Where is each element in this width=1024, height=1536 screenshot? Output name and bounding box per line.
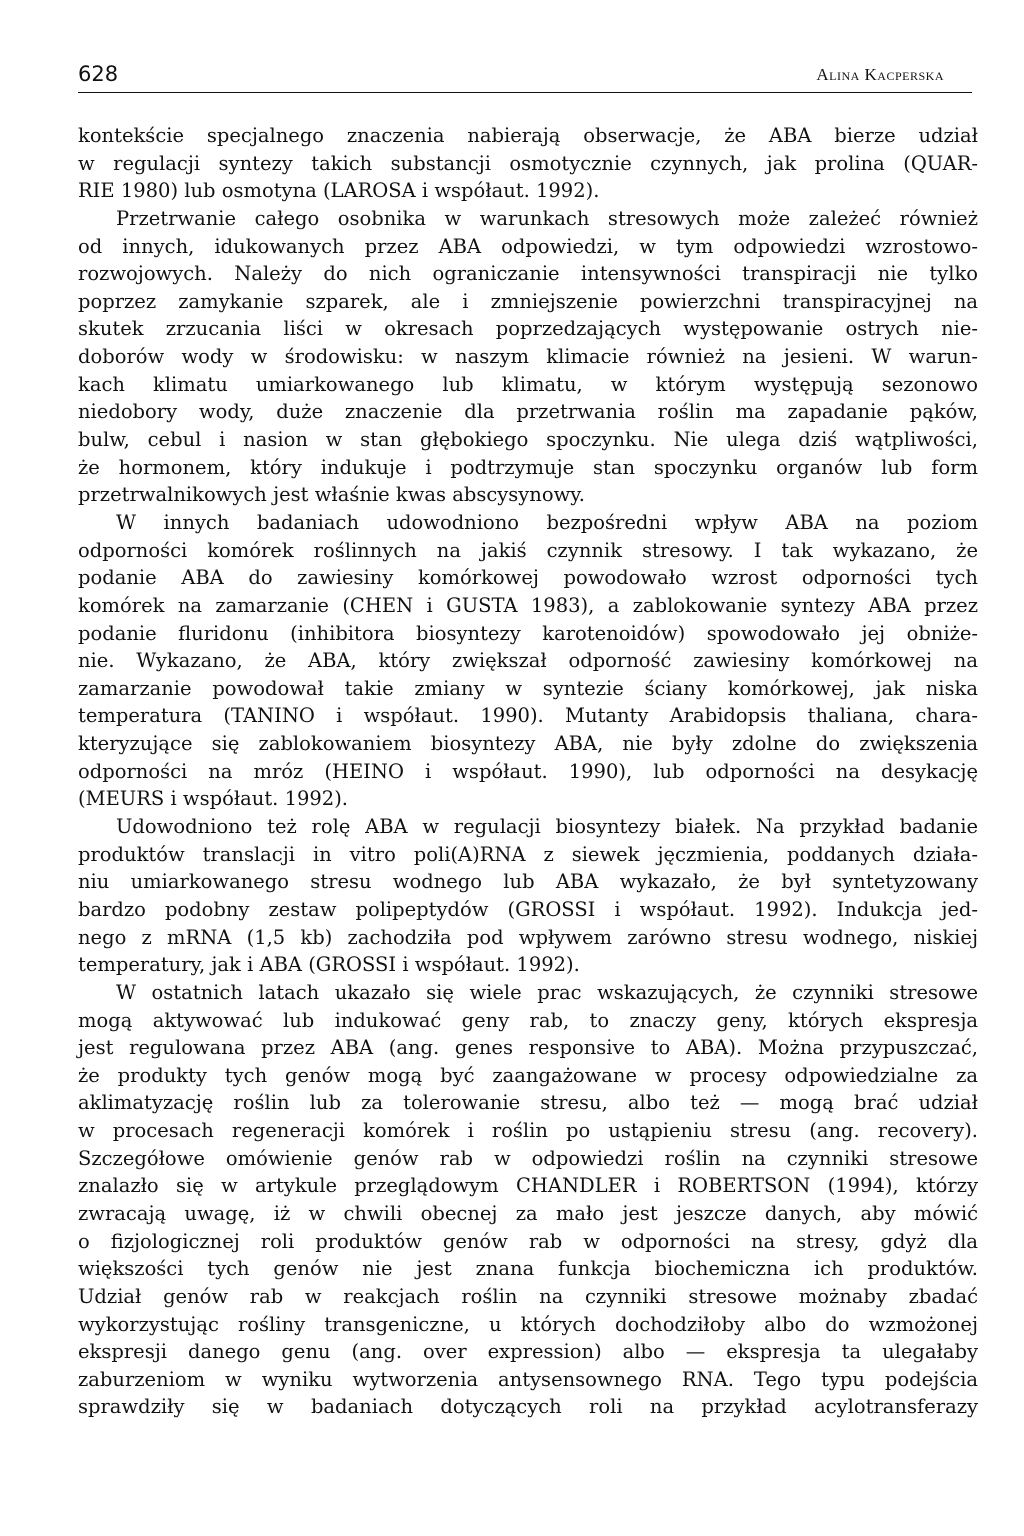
text-line: W ostatnich latach ukazało się wiele prac wskazujących, że czynniki stresowe (116, 980, 978, 1004)
text-line: odporności na mróz (HEINO i współaut. 1990), lub odporności na desykację (78, 759, 978, 783)
text-line: nie. Wykazano, że ABA, który zwiększał odporność zawiesiny komórkowej na (78, 649, 978, 673)
text-line: bulw, cebul i nasion w stan głębokiego spoczynku. Nie ulega dziś wątpliwości, (78, 428, 978, 452)
text-line: aklimatyzację roślin lub za tolerowanie stresu, albo też — mogą brać udział (78, 1091, 978, 1115)
text-line: że hormonem, który indukuje i podtrzymuje stan spoczynku organów lub form (78, 455, 978, 479)
running-head-author: Alina Kacperska (816, 65, 944, 84)
text-line: kontekście specjalnego znaczenia nabierają obserwacje, że ABA bierze udział (78, 124, 978, 147)
text-line: poprzez zamykanie szparek, ale i zmniejszenie powierzchni transpiracyjnej na (78, 289, 978, 313)
text-line: podanie ABA do zawiesiny komórkowej powodowało wzrost odporności tych (78, 566, 978, 590)
text-line: zwracają uwagę, iż w chwili obecnej za mało jest jeszcze danych, aby mówić (78, 1201, 978, 1225)
text-line: temperatura (TANINO i współaut. 1990). Mutanty Arabidopsis thaliana, chara- (78, 704, 978, 728)
text-line: że produkty tych genów mogą być zaangażowane w procesy odpowiedzialne za (78, 1063, 978, 1087)
text-line: bardzo podobny zestaw polipeptydów (GROSSI i współaut. 1992). Indukcja jed- (78, 897, 978, 921)
page-number: 628 (78, 62, 119, 86)
text-line: w regulacji syntezy takich substancji osmotycznie czynnych, jak prolina (QUAR- (78, 151, 978, 175)
text-line: rozwojowych. Należy do nich ograniczanie intensywności transpiracji nie tylko (78, 262, 978, 286)
text-line: Przetrwanie całego osobnika w warunkach stresowych może zależeć również (116, 206, 978, 230)
text-line: Udział genów rab w reakcjach roślin na czynniki stresowe możnaby zbadać (78, 1284, 978, 1308)
text-line: przetrwalnikowych jest właśnie kwas abscysynowy. (78, 483, 585, 507)
text-line: Szczegółowe omówienie genów rab w odpowiedzi roślin na czynniki stresowe (78, 1146, 978, 1170)
text-line: kach klimatu umiarkowanego lub klimatu, w którym występują sezonowo (78, 372, 978, 396)
text-line: mogą aktywować lub indukować geny rab, to znaczy geny, których ekspresja (78, 1008, 978, 1032)
text-line: podanie fluridonu (inhibitora biosyntezy karotenoidów) spowodowało jej obniże- (78, 621, 978, 645)
text-line: niu umiarkowanego stresu wodnego lub ABA wykazało, że był syntetyzowany (78, 870, 978, 894)
text-line: większości tych genów nie jest znana funkcja biochemiczna ich produktów. (78, 1257, 978, 1281)
text-line: Udowodniono też rolę ABA w regulacji biosyntezy białek. Na przykład badanie (116, 815, 978, 839)
text-line: zamarzanie powodował takie zmiany w syntezie ściany komórkowej, jak niska (78, 676, 978, 700)
text-line: W innych badaniach udowodniono bezpośredni wpływ ABA na poziom (116, 510, 978, 534)
text-line: niedobory wody, duże znaczenie dla przetrwania roślin ma zapadanie pąków, (78, 400, 978, 424)
text-line: nego z mRNA (1,5 kb) zachodziła pod wpływem zarówno stresu wodnego, niskiej (78, 925, 978, 949)
text-line: produktów translacji in vitro poli(A)RNA z siewek jęczmienia, poddanych działa- (78, 842, 978, 866)
text-line: sprawdziły się w badaniach dotyczących roli na przykład acylotransferazy (78, 1395, 978, 1419)
text-line: o fizjologicznej roli produktów genów rab w odporności na stresy, gdyż dla (78, 1229, 978, 1253)
page-header (78, 62, 972, 93)
text-line: odporności komórek roślinnych na jakiś czynnik stresowy. I tak wykazano, że (78, 538, 978, 562)
text-line: temperatury, jak i ABA (GROSSI i współaut. 1992). (78, 953, 580, 977)
text-line: skutek zrzucania liści w okresach poprzedzających występowanie ostrych nie- (78, 317, 978, 341)
body-text (78, 122, 978, 1421)
text-line: w procesach regeneracji komórek i roślin po ustąpieniu stresu (ang. recovery). (78, 1119, 978, 1143)
text-line: doborów wody w środowisku: w naszym klimacie również na jesieni. W warun- (78, 345, 978, 369)
text-line: od innych, idukowanych przez ABA odpowiedzi, w tym odpowiedzi wzrostowo- (78, 234, 978, 258)
text-line: RIE 1980) lub osmotyna (LAROSA i współaut. 1992). (78, 179, 600, 203)
text-line: wykorzystując rośliny transgeniczne, u których dochodziłoby albo do wzmożonej (78, 1312, 978, 1336)
text-line: znalazło się w artykule przeglądowym CHANDLER i ROBERTSON (1994), którzy (78, 1174, 978, 1198)
text-line: ekspresji danego genu (ang. over expression) albo — ekspresja ta ulegałaby (78, 1340, 978, 1364)
text-line: kteryzujące się zablokowaniem biosyntezy ABA, nie były zdolne do zwiększenia (78, 732, 978, 756)
text-line: jest regulowana przez ABA (ang. genes responsive to ABA). Można przypuszczać, (78, 1036, 978, 1060)
text-line: (MEURS i współaut. 1992). (78, 787, 349, 811)
text-line: zaburzeniom w wyniku wytworzenia antysensownego RNA. Tego typu podejścia (78, 1367, 978, 1391)
text-line: komórek na zamarzanie (CHEN i GUSTA 1983), a zablokowanie syntezy ABA przez (78, 593, 978, 617)
